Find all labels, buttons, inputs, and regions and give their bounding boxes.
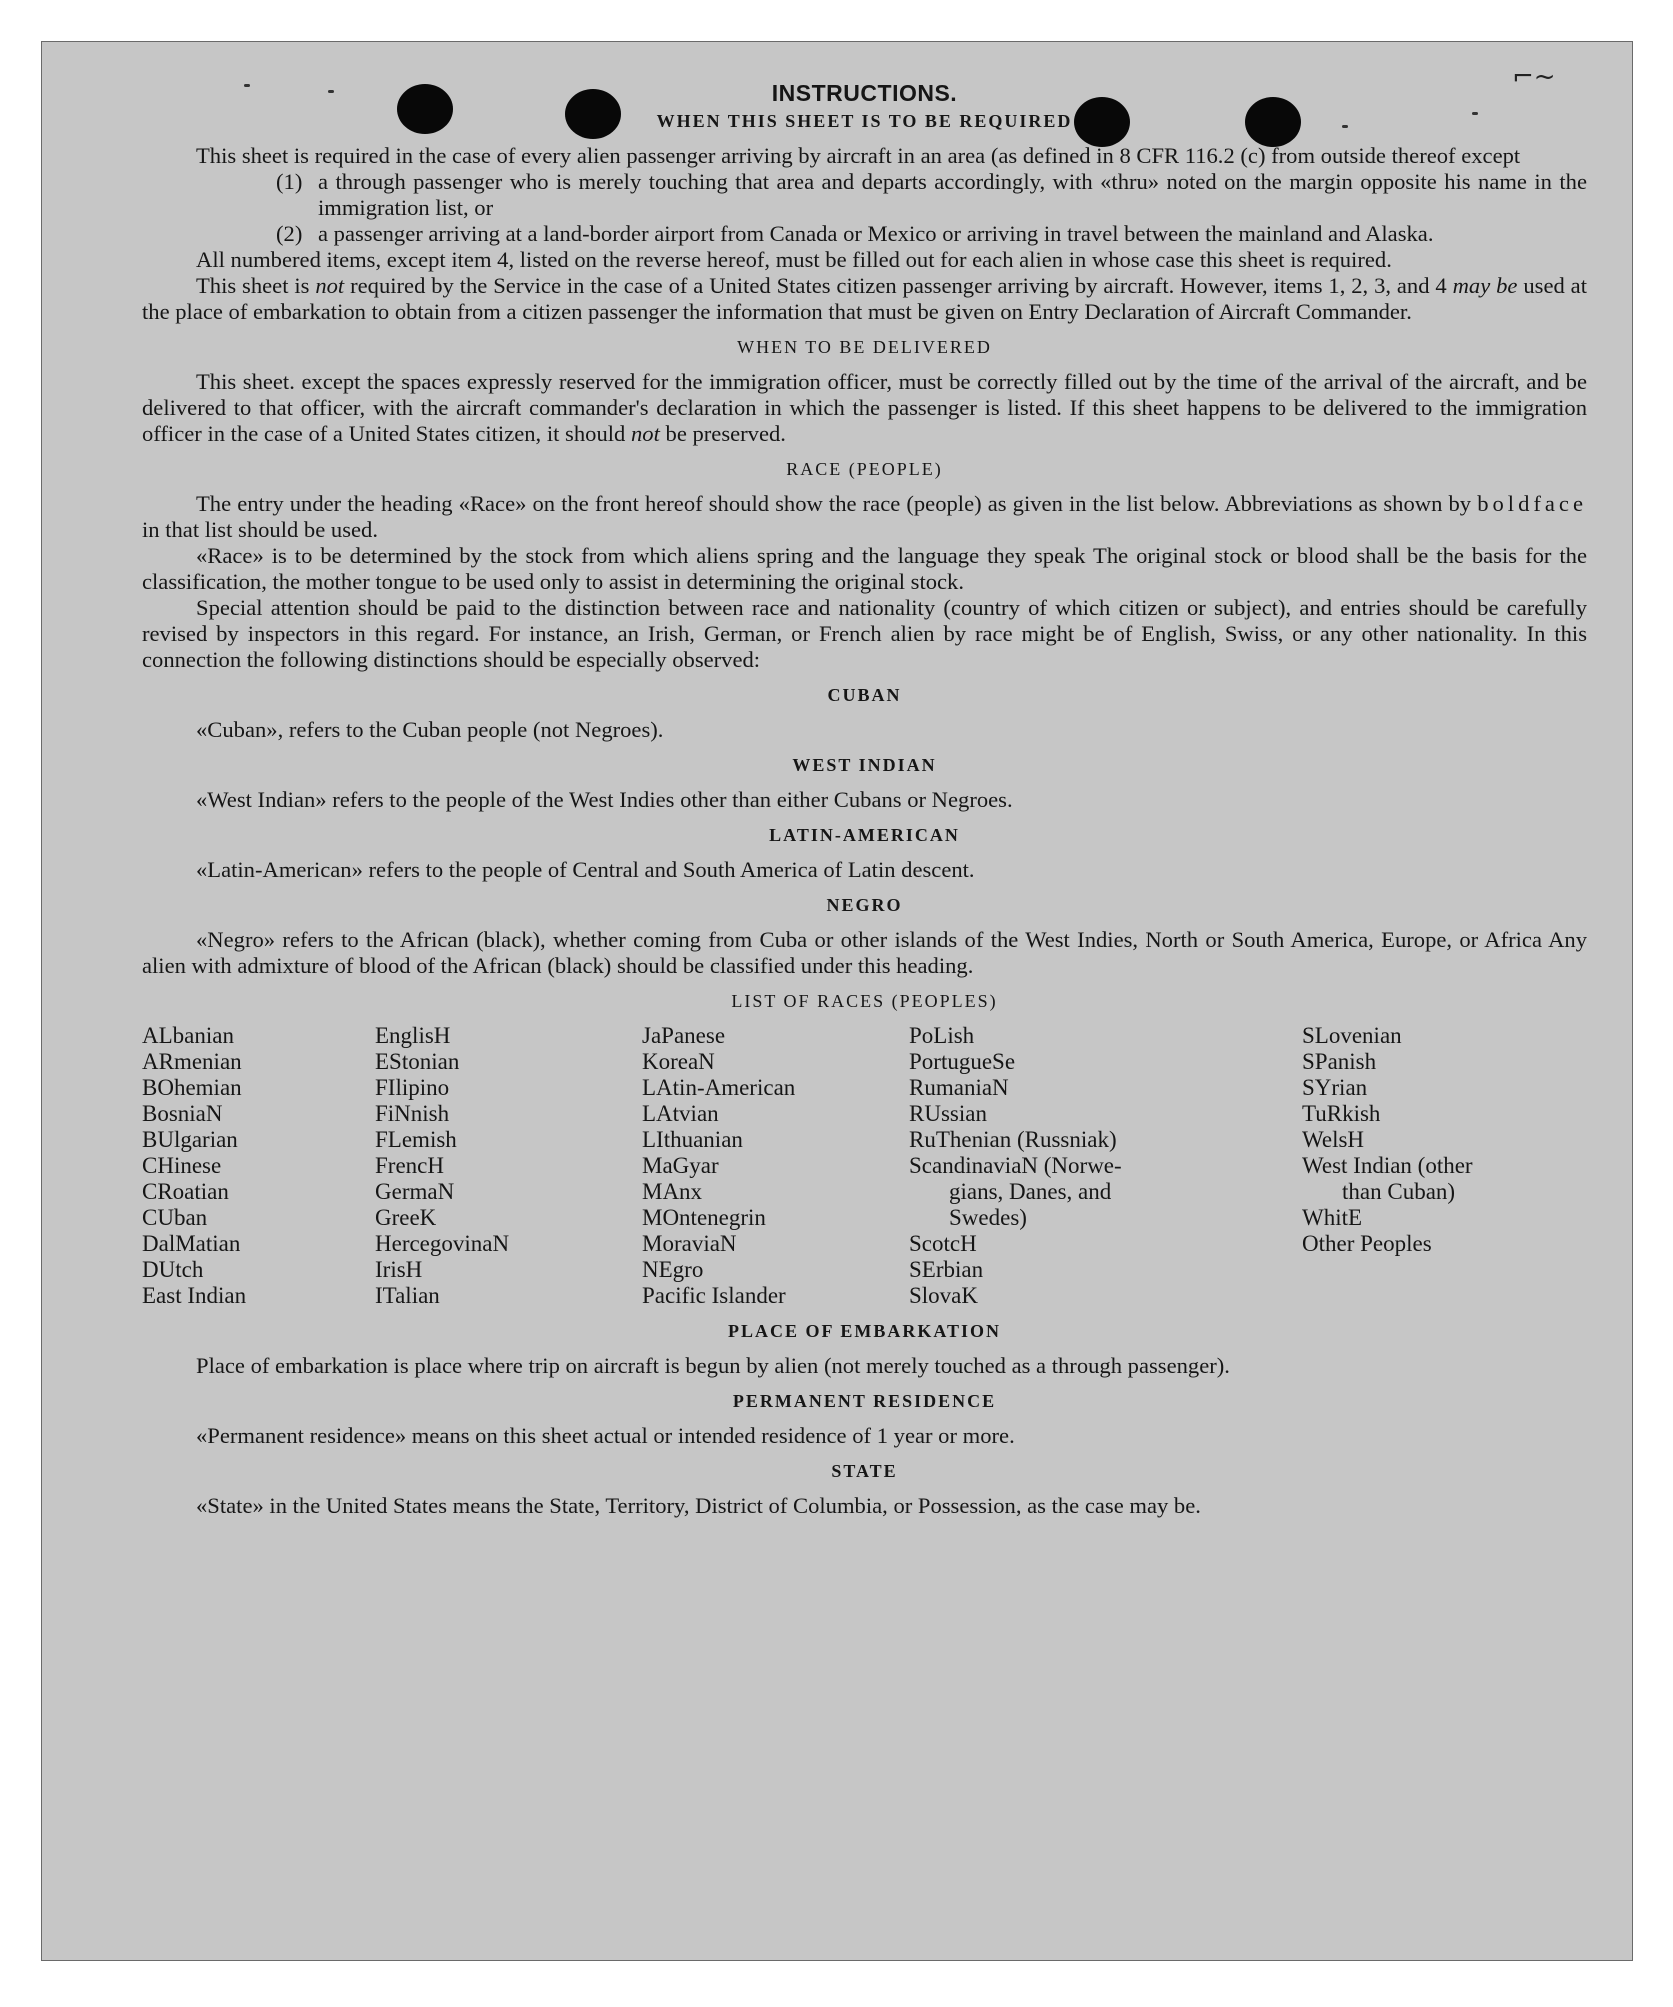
race-entry: MoraviaN: [642, 1231, 737, 1256]
document-sheet: [41, 41, 1633, 1961]
section-heading-latin-american: LATIN-AMERICAN: [769, 825, 960, 845]
race-entry: CUban: [142, 1205, 208, 1230]
paragraph-race-1: [142, 491, 1587, 543]
section-heading-race: RACE (PEOPLE): [786, 459, 943, 479]
spaced-word: boldface: [1477, 491, 1587, 516]
race-entry: DalMatian: [142, 1231, 241, 1256]
paragraph-citizen: [142, 273, 1587, 325]
section-heading-list-of-races: LIST OF RACES (PEOPLES): [731, 991, 998, 1011]
race-entry: JaPanese: [642, 1023, 726, 1048]
races-column: [1302, 1023, 1587, 1309]
race-entry: SErbian: [909, 1257, 984, 1282]
exception-item: [276, 221, 1587, 247]
section-heading-west-indian: WEST INDIAN: [792, 755, 937, 775]
race-entry: SLovenian: [1302, 1023, 1402, 1048]
paragraph-state: «State» in the United States means the State, Territory, District of Columbia, or Possession, as the case may be.: [196, 1493, 1201, 1518]
race-entry: MAnx: [642, 1179, 703, 1204]
exception-text: a passenger arriving at a land-border airport from Canada or Mexico or arriving in travel between the mainland and Alaska.: [318, 221, 1434, 246]
race-entry: ScotcH: [909, 1231, 977, 1256]
race-entry: EnglisH: [375, 1023, 451, 1048]
exception-number: (1): [276, 169, 303, 194]
race-entry: TuRkish: [1302, 1101, 1381, 1126]
race-entry: East Indian: [142, 1283, 247, 1308]
paragraph-west-indian: «West Indian» refers to the people of the West Indies other than either Cubans or Negroes.: [196, 787, 1013, 812]
exception-item: [276, 169, 1587, 221]
paragraph-required: This sheet is required in the case of every alien passenger arriving by aircraft in an area (as defined in 8 CFR 116.2 (c) from outside thereof except: [196, 143, 1521, 168]
section-heading-state: STATE: [831, 1461, 898, 1481]
paragraph-residence: «Permanent residence» means on this sheet actual or intended residence of 1 year or more.: [196, 1423, 1015, 1448]
race-entry: Pacific Islander: [642, 1283, 786, 1308]
race-entry: HercegovinaN: [375, 1231, 510, 1256]
race-entry: WhitE: [1302, 1205, 1363, 1230]
races-column: [642, 1023, 909, 1309]
section-heading-required: WHEN THIS SHEET IS TO BE REQUIRED: [656, 111, 1073, 131]
races-column: [909, 1023, 1302, 1309]
race-entry: KoreaN: [642, 1049, 715, 1074]
race-entry: ITalian: [375, 1283, 440, 1308]
race-entry: GermaN: [375, 1179, 455, 1204]
race-entry: BUlgarian: [142, 1127, 238, 1152]
race-entry: FiNnish: [375, 1101, 450, 1126]
races-column: [142, 1023, 375, 1309]
emphasis: not: [630, 421, 660, 446]
race-entry: LIthuanian: [642, 1127, 743, 1152]
paragraph-numbered-items: All numbered items, except item 4, listed on the reverse hereof, must be filled out for each alien in whose case this sheet is required.: [196, 247, 1392, 272]
race-entry: PortugueSe: [909, 1049, 1016, 1074]
race-entry: EStonian: [375, 1049, 460, 1074]
emphasis: may be: [1452, 273, 1518, 298]
race-entry: RUssian: [909, 1101, 987, 1126]
race-entry: Other Peoples: [1302, 1231, 1432, 1256]
race-entry: FLemish: [375, 1127, 457, 1152]
race-entry: FIlipino: [375, 1075, 450, 1100]
races-list: [142, 1023, 1587, 1309]
race-entry: RumaniaN: [909, 1075, 1009, 1100]
section-heading-delivered: WHEN TO BE DELIVERED: [737, 337, 992, 357]
race-entry: CRoatian: [142, 1179, 229, 1204]
paragraph-negro: «Negro» refers to the African (black), whether coming from Cuba or other islands of the West Indies, North or South America, Europe, or Africa Any alien with admixture of blood of the African (black) should be classified under this heading.: [142, 927, 1587, 978]
section-heading-residence: PERMANENT RESIDENCE: [732, 1391, 997, 1411]
section-heading-cuban: CUBAN: [827, 685, 902, 705]
paragraph-cuban: «Cuban», refers to the Cuban people (not Negroes).: [196, 717, 664, 742]
race-entry: PoLish: [909, 1023, 975, 1048]
paragraph-race-3: Special attention should be paid to the distinction between race and nationality (country of which citizen or subject), and entries should be carefully revised by inspectors in this regard. For instance, an Irish, German, or French alien by race might be of English, Swiss, or any other nationality. In this connection the following distinctions should be especially observed:: [142, 595, 1587, 672]
race-entry: BOhemian: [142, 1075, 242, 1100]
instructions-content: [142, 78, 1587, 1519]
section-heading-embarkation: PLACE OF EMBARKATION: [727, 1321, 1001, 1341]
race-entry: FrencH: [375, 1153, 444, 1178]
section-heading-negro: NEGRO: [826, 895, 903, 915]
paragraph-race-2: «Race» is to be determined by the stock from which aliens spring and the language they speak The original stock or blood shall be the basis for the classification, the mother tongue to be used only to assist in determining the original stock.: [142, 543, 1587, 594]
text-run: The entry under the heading «Race» on the front hereof should show the race (people) as given in the list below. Abbreviations as shown by: [196, 491, 1472, 516]
race-entry: LAtvian: [642, 1101, 719, 1126]
race-entry: WelsH: [1302, 1127, 1365, 1152]
exception-text: a through passenger who is merely touching that area and departs accordingly, with «thru» noted on the margin opposite his name in the immigration list, or: [318, 169, 1587, 220]
text-run: required by the Service in the case of a United States citizen passenger arriving by aircraft. However, items 1, 2, 3, and 4: [350, 273, 1447, 298]
text-run: be preserved.: [665, 421, 786, 446]
text-run: used at the place of embarkation to obtain from a citizen passenger the information that must be given on Entry Declaration of Aircraft Commander.: [142, 273, 1587, 324]
race-entry: SPanish: [1302, 1049, 1377, 1074]
race-entry: NEgro: [642, 1257, 704, 1282]
page-title: INSTRUCTIONS.: [771, 80, 958, 106]
race-entry: SlovaK: [909, 1283, 978, 1308]
race-entry: Swedes): [949, 1205, 1027, 1230]
race-entry: ARmenian: [142, 1049, 242, 1074]
race-entry: DUtch: [142, 1257, 204, 1282]
race-entry: West Indian (other: [1302, 1153, 1473, 1178]
race-entry: CHinese: [142, 1153, 222, 1178]
text-run: in that list should be used.: [142, 517, 378, 542]
race-entry: ScandinaviaN (Norwe-: [909, 1153, 1122, 1178]
race-entry: ALbanian: [142, 1023, 234, 1048]
pencil-mark-icon: ⌐~: [1512, 62, 1556, 92]
race-entry: MOntenegrin: [642, 1205, 766, 1230]
paragraph-latin-american: «Latin-American» refers to the people of Central and South America of Latin descent.: [196, 857, 975, 882]
text-run: This sheet. except the spaces expressly reserved for the immigration officer, must be correctly filled out by the time of the arrival of the aircraft, and be delivered to that officer, with the aircraft commander's declaration in which the passenger is listed. If this sheet happens to be delivered to the immigration officer in the case of a United States citizen, it should: [142, 369, 1587, 446]
race-entry: SYrian: [1302, 1075, 1368, 1100]
exception-number: (2): [276, 221, 303, 246]
paragraph-delivered: [142, 369, 1587, 447]
races-column: [375, 1023, 642, 1309]
text-run: This sheet is: [196, 273, 310, 298]
race-entry: than Cuban): [1342, 1179, 1456, 1204]
race-entry: RuThenian (Russniak): [909, 1127, 1117, 1152]
paragraph-embarkation: Place of embarkation is place where trip on aircraft is begun by alien (not merely touched as a through passenger).: [196, 1353, 1230, 1378]
emphasis: not: [315, 273, 345, 298]
race-entry: BosniaN: [142, 1101, 223, 1126]
race-entry: IrisH: [375, 1257, 423, 1282]
race-entry: LAtin-American: [642, 1075, 796, 1100]
race-entry: GreeK: [375, 1205, 437, 1230]
race-entry: MaGyar: [642, 1153, 719, 1178]
race-entry: gians, Danes, and: [949, 1179, 1112, 1204]
